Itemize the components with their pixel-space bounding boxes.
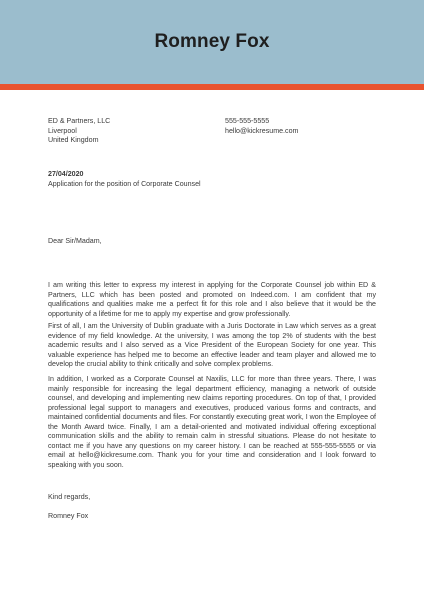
salutation: Dear Sir/Madam, — [48, 237, 102, 245]
recipient-city: Liverpool — [48, 126, 77, 135]
header-accent-stripe — [0, 84, 424, 90]
sender-name: Romney Fox — [154, 31, 270, 52]
body-paragraph: In addition, I worked as a Corporate Counsel at Naxilis, LLC for more than three years. There, I was mainly responsible for increasing the legal department efficiency, managing a network of outside counsel, and developing and implementing new claims reporting procedures. On top of that, I provided professional legal support to managers and executives, produced various forms and contracts, and maintained confidential documents and files. For constantly executing great work, I won the Employee of the Month Award twice. Finally, I am a detail-oriented and motivated individual offering exceptional communication skills and the ability to remain calm in stressful situations. Please do not hesitate to contact me if you have any questions on my career history. I can be reached at 555-555-5555 or via email at hello@kickresume.com. Thank you for your time and consideration and I look forward to speaking with you soon. — [48, 375, 376, 469]
sender-contact — [225, 117, 298, 136]
letter-date: 27/04/2020 — [48, 170, 84, 178]
letter-meta — [48, 170, 201, 189]
body-paragraph: I am writing this letter to express my interest in applying for the Corporate Counsel job within ED & Partners, LLC which has been posted and promoted on Indeed.com. I am confident that my qualifications and qualities make me a perfect fit for this role and I also believe that it would be the opportunity of a lifetime for me to apply my expertise and grow professionally. — [48, 281, 376, 318]
recipient-country: United Kingdom — [48, 136, 99, 144]
recipient-company: ED & Partners, LLC — [48, 117, 111, 125]
body-paragraph: First of all, I am the University of Dublin graduate with a Juris Doctorate in Law which serves as a great evidence of my field knowledge. At the university, I was among the top 2% of students with the best academic results and I also served as a Vice President of the European Society for one year. This valuable experience has helped me to become an effective leader and team player and allowed me to develop the crucial ability to think critically and solve complex problems. — [48, 322, 376, 368]
closing: Kind regards, — [48, 493, 91, 501]
signature: Romney Fox — [48, 512, 89, 520]
sender-phone: 555-555-5555 — [225, 117, 270, 125]
recipient-address — [48, 117, 110, 146]
letter-subject: Application for the position of Corporate Counsel — [48, 179, 201, 188]
sender-email: hello@kickresume.com — [225, 126, 299, 135]
